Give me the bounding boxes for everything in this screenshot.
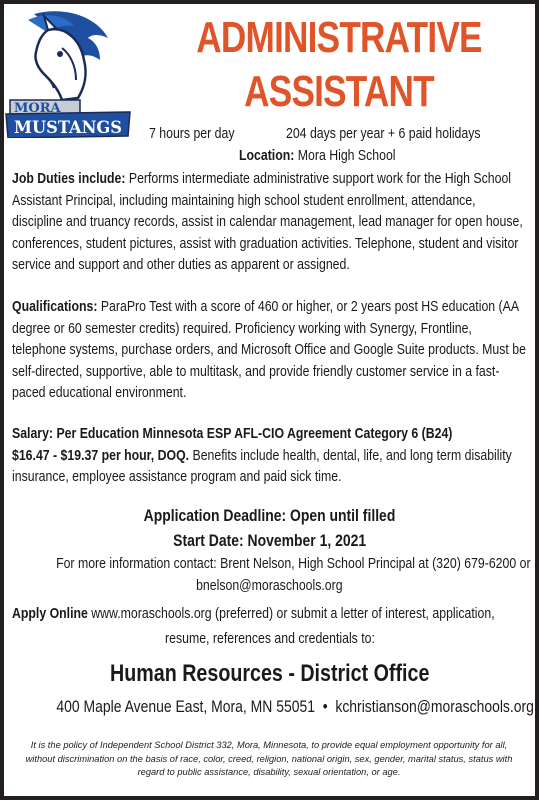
schedule-days: 204 days per year + 6 paid holidays	[286, 125, 481, 142]
location-value: Mora High School	[297, 147, 396, 164]
qualifications	[12, 296, 529, 404]
equal-opportunity-policy: It is the policy of Independent School District 332, Mora, Minnesota, to provide equal employment opportunity for all, without discrimination on the basis of race, color, creed, religion, national origin, sex, gender, marital status, status with regard to public assistance, disability, sexual orientation, or age.	[25, 740, 513, 777]
logo-text-mora: MORA	[14, 101, 61, 116]
hr-address-line	[4, 697, 535, 717]
job-duties	[12, 168, 529, 276]
mustang-head-icon	[4, 8, 132, 138]
location	[239, 147, 396, 164]
contact-line-1: For more information contact: Brent Nelson, High School Principal at (320) 679-6200 or	[56, 555, 531, 572]
hr-separator: •	[322, 697, 328, 716]
mora-mustangs-logo	[4, 8, 132, 138]
location-label: Location:	[239, 147, 295, 164]
qualifications-label: Qualifications:	[12, 298, 98, 315]
hr-title: Human Resources - District Office	[109, 660, 430, 687]
salary-benefits: Benefits include health, dental, life, and long term disability insurance, employee assistance program and paid sick time.	[12, 446, 512, 485]
salary	[12, 423, 529, 488]
hr-email: kchristianson@moraschools.org	[335, 697, 534, 716]
apply-online-text: www.moraschools.org (preferred) or submit a letter of interest, application,	[91, 605, 495, 622]
title-line-1: ADMINISTRATIVE	[196, 13, 482, 62]
job-duties-label: Job Duties include:	[12, 170, 126, 187]
contact-email: bnelson@moraschools.org	[196, 577, 343, 594]
apply-online-label: Apply Online	[12, 605, 88, 622]
schedule-hours: 7 hours per day	[149, 125, 235, 142]
qualifications-text: ParaPro Test with a score of 460 or higher, or 2 years post HS education (AA degree or 60 semester credits) required. Proficiency working with Synergy, Frontline, telephone systems, purchase orders, and Microsoft Office and Google Suite products. Must be self-directed, supportive, able to multitask, and provide friendly customer service in a fast-paced educational environment.	[12, 298, 526, 401]
start-date: Start Date: November 1, 2021	[173, 531, 366, 550]
application-deadline: Application Deadline: Open until filled	[143, 506, 396, 525]
salary-rate: $16.47 - $19.37 per hour, DOQ.	[12, 446, 190, 464]
job-duties-text: Performs intermediate administrative support work for the High School Assistant Principal, including maintaining high school student enrollment, attendance, discipline and truancy records, assist in calendar management, lead manager for open house, conferences, student pictures, assist with graduation activities. Telephone, student and visitor service and support and other duties as apparent or assigned.	[12, 170, 523, 273]
salary-label: Salary: Per Education Minnesota ESP AFL-CIO Agreement Category 6 (B24)	[12, 425, 453, 442]
apply-line-2: resume, references and credentials to:	[164, 630, 375, 647]
title-line-2: ASSISTANT	[244, 67, 434, 116]
logo-text-mustangs: MUSTANGS	[14, 118, 122, 138]
hr-address: 400 Maple Avenue East, Mora, MN 55051	[56, 697, 315, 716]
apply-online	[12, 605, 495, 622]
